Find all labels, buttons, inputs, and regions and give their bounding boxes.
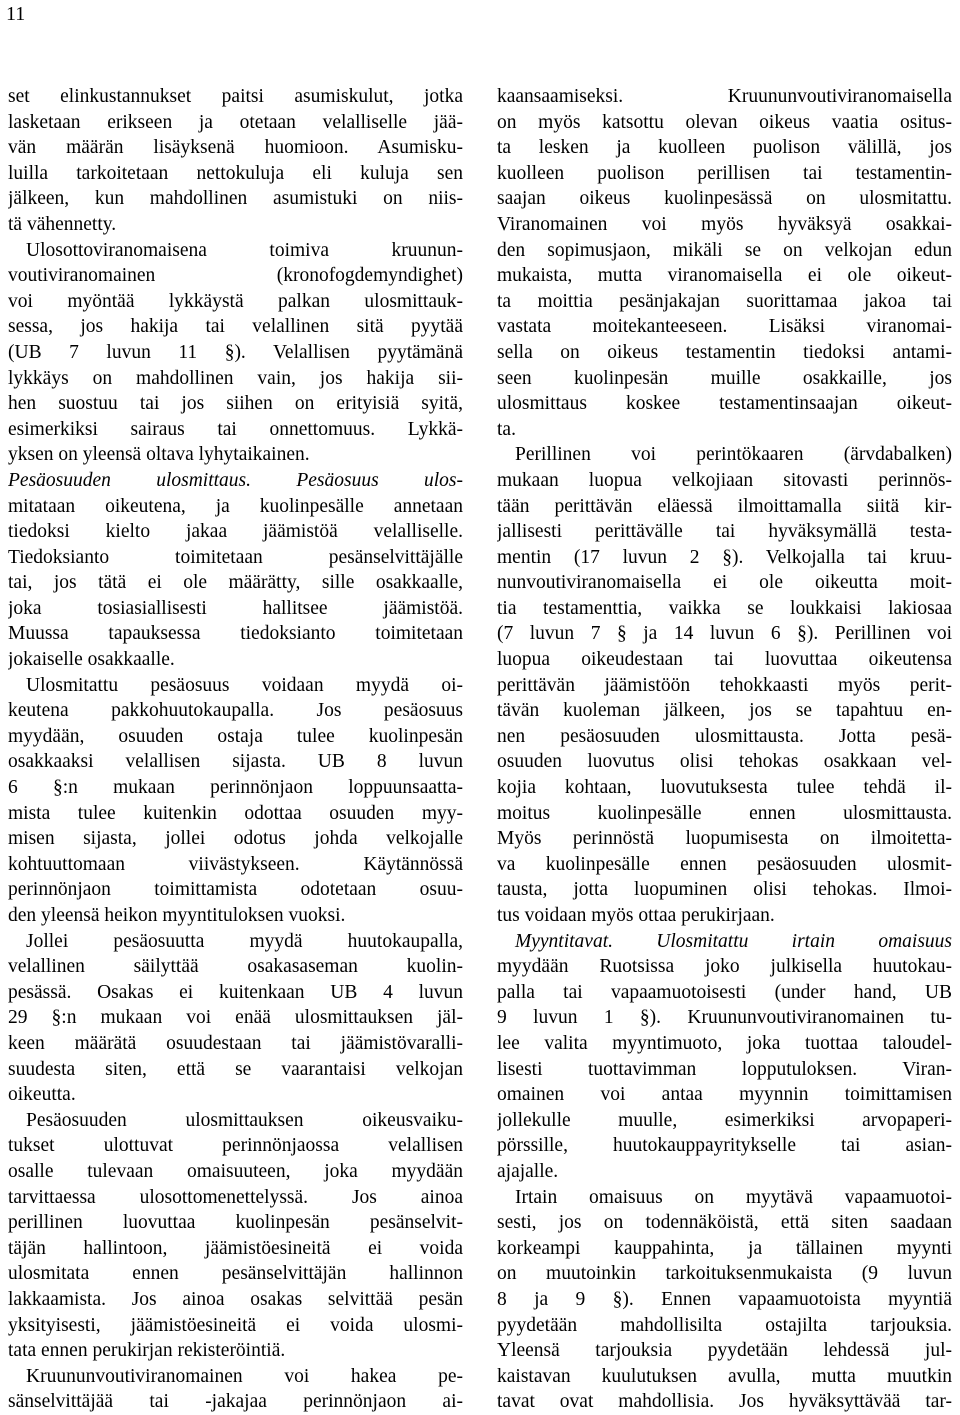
- text-line: mista tulee kuitenkin odottaa osuuden myy-: [8, 802, 463, 824]
- right-text-column: [497, 84, 952, 1415]
- text-line: 9 luvun 1 §). Kruununvoutiviranomainen tu-: [497, 1007, 952, 1029]
- text-line: on myös katsottu olevan oikeus vaatia ositus-: [497, 111, 952, 133]
- text-line: ta moittia pesänjakajan suorittamaa jakoa tai: [497, 290, 952, 312]
- text-line: misen sijasta, jollei odotus johda velkojalle: [8, 828, 463, 850]
- text-line: 8 ja 9 §). Ennen vapaamuotoista myyntiä: [497, 1288, 952, 1310]
- text-line: set elinkustannukset paitsi asumiskulut, jotka: [8, 86, 463, 107]
- text-line: Ulosottoviranomaisena toimiva kruunun-: [26, 239, 463, 261]
- text-line: velallinen säilyttää osakasaseman kuolin-: [8, 956, 463, 978]
- text-line: perittävän jäämistöön tehokkaasti myös perit-: [497, 674, 952, 696]
- text-line: mukaista, mutta viranomaisella ei ole oikeut-: [497, 265, 952, 287]
- text-line: yksen on yleensä oltava lyhytaikainen.: [8, 444, 310, 466]
- text-line: jokaiselle osakkaalle.: [8, 649, 175, 671]
- text-line: sesti, jos on todennäköistä, että siten saadaan: [497, 1212, 952, 1234]
- text-line: omainen voi antaa myynnin toimittamisen: [497, 1084, 952, 1106]
- text-line: sella on oikeus testamentin tiedoksi antami-: [497, 341, 952, 363]
- text-line: tia testamenttia, vaikka se loukkaisi lakiosaa: [497, 597, 952, 619]
- text-line: perillinen luovuttaa kuolinpesän pesänselvit-: [8, 1212, 463, 1234]
- text-line: seen kuolinpesän muille osakkaille, jos: [497, 367, 952, 389]
- text-line: sänselvittäjää tai -jakajaa perinnönjaon ai-: [8, 1391, 463, 1413]
- text-line: kojia kohtaan, luovutuksesta tulee tehdä il-: [497, 777, 952, 799]
- text-line: pyydetään mahdollisilta ostajilta tarjouksia.: [497, 1314, 952, 1336]
- section-heading-line: [497, 929, 952, 955]
- text-line: Tiedoksianto toimitetaan pesänselvittäjälle: [8, 546, 463, 568]
- text-line: tukset ulottuvat perinnönjaossa velallisen: [8, 1135, 463, 1157]
- text-line: nen pesäosuuden ulosmittausta. Jotta pesä-: [497, 725, 952, 747]
- text-line: (7 luvun 7 § ja 14 luvun 6 §). Perillinen voi: [497, 623, 952, 645]
- text-line: tävän kuoleman jälkeen, jos se tapahtuu en-: [497, 700, 952, 722]
- page-number: 11: [6, 3, 26, 25]
- text-line: lee valita myyntimuoto, joka tuottaa taloudel-: [497, 1032, 952, 1054]
- text-line: kaistavan kuulutuksen avulla, mutta muutkin: [497, 1365, 952, 1387]
- text-line: mukaan luopua velkojiaan sitovasti perinnös-: [497, 469, 952, 491]
- text-line: korkeampi kauppahinta, ja tällainen myynti: [497, 1237, 952, 1259]
- text-line: palla tai vapaamuotoisesti (under hand, UB: [497, 981, 952, 1003]
- text-line: lasketaan erikseen ja otetaan velalliselle jää-: [8, 111, 463, 133]
- text-line: ta lesken ja kuolleen puolison välillä, jos: [497, 137, 952, 159]
- text-line: Jollei pesäosuutta myydä huutokaupalla,: [26, 930, 463, 952]
- text-line: tä vähennetty.: [8, 213, 117, 235]
- text-line: osalle tulevaan omaisuuteen, joka myydään: [8, 1160, 463, 1182]
- text-line: tata ennen perukirjan rekisteröintiä.: [8, 1340, 286, 1362]
- text-line: lykkäys on mahdollinen vain, jos hakija sii-: [8, 367, 463, 389]
- text-line: ulosmittaus koskee testamentinsaajan oikeut-: [497, 393, 952, 415]
- text-line: Irtain omaisuus on myytävä vapaamuotoi-: [515, 1186, 952, 1208]
- text-line: moitus kuolinpesälle ennen ulosmittausta.: [497, 802, 952, 824]
- text-line: keutena pakkohuutokaupalla. Jos pesäosuus: [8, 700, 463, 722]
- text-line: Pesäosuuden ulosmittauksen oikeusvaiku-: [26, 1109, 463, 1131]
- text-line: kuolleen puolison perillisen tai testamentin-: [497, 162, 952, 184]
- text-line: Kruununvoutiviranomainen voi hakea pe-: [26, 1365, 463, 1387]
- text-line: hen suostuu tai jos siihen on erityisiä syitä,: [8, 393, 463, 415]
- text-line: täjän hallintoon, jäämistöesineitä ei voida: [8, 1237, 463, 1259]
- text-line: voi myöntää lykkäystä palkan ulosmittauk-: [8, 290, 463, 312]
- text-line: (UB 7 luvun 11 §). Velallisen pyytämänä: [8, 341, 463, 363]
- text-line: osakkaaksi velallisen sijasta. UB 8 luvun: [8, 751, 463, 773]
- text-line: Ulosmitattu pesäosuus voidaan myydä oi-: [26, 674, 463, 696]
- text-line: tus voidaan myös ottaa perukirjaan.: [497, 905, 775, 926]
- text-line: 29 §:n mukaan voi enää ulosmittauksen jäl-: [8, 1007, 463, 1029]
- text-line: esimerkiksi sairaus tai onnettomuus. Lykkä-: [8, 418, 463, 440]
- text-line: vastata moitekanteeseen. Lisäksi viranomai-: [497, 316, 952, 338]
- text-line: pesässä. Osakas ei kuitenkaan UB 4 luvun: [8, 981, 463, 1003]
- text-line: myydään, osuuden ostaja tulee kuolinpesän: [8, 725, 463, 747]
- text-line: on muutoinkin tarkoituksenmukaista (9 luvun: [497, 1263, 952, 1285]
- text-line: luilla tarkoitetaan nettokuluja eli kuluja sen: [8, 162, 463, 184]
- text-line: saajan oikeus kuolinpesässä on ulosmitattu.: [497, 188, 952, 210]
- left-text-column: [8, 84, 463, 1415]
- text-line: voutiviranomainen (kronofogdemyndighet): [8, 265, 463, 287]
- text-line: kohtuuttomaan viivästykseen. Käytännössä: [8, 853, 463, 875]
- text-line: tai, jos tätä ei ole määrätty, sille osakkaalle,: [8, 572, 463, 594]
- text-line: tavat ovat mahdollisia. Jos hyväksyttävää tar-: [497, 1391, 952, 1413]
- text-line: myydään Ruotsissa joko julkisella huutokau-: [497, 956, 952, 978]
- text-line: lakkaamista. Jos ainoa osakas selvittää pesän: [8, 1288, 463, 1310]
- text-line: keen määrätä osuudestaan tai jäämistövaralli-: [8, 1032, 463, 1054]
- text-line: luopua oikeudestaan tai luovuttaa oikeutensa: [497, 649, 952, 671]
- text-line: tarvittaessa ulosottomenettelyssä. Jos ainoa: [8, 1186, 463, 1208]
- text-line: suudesta siten, että se vaarantaisi velkojan: [8, 1058, 463, 1080]
- text-line: ulosmitata ennen pesänselvittäjän hallinnon: [8, 1263, 463, 1285]
- text-line: Yleensä tarjouksia pyydetään lehdessä jul-: [497, 1340, 952, 1362]
- text-line: tiedoksi kielto jakaa jäämistöä velalliselle.: [8, 521, 463, 543]
- text-line: ajajalle.: [497, 1160, 559, 1182]
- text-line: tään perittävän eläessä ilmoittamalla siitä kir-: [497, 495, 952, 517]
- text-line: tausta, jotta luopuminen olisi tehokas. Ilmoi-: [497, 879, 952, 901]
- text-line: vän määrän lisäyksenä huomioon. Asumisku-: [8, 137, 463, 159]
- text-line: sessa, jos hakija tai velallinen sitä pyytää: [8, 316, 463, 338]
- text-line: jollekulle muulle, esimerkiksi arvopaperi-: [497, 1109, 952, 1131]
- text-line: oikeutta.: [8, 1084, 76, 1106]
- text-line: den sopimusjaon, mikäli se on velkojan edun: [497, 239, 952, 261]
- text-line: Perillinen voi perintökaaren (ärvdabalken): [515, 444, 952, 466]
- text-line: yksityisesti, jäämistöesineitä ei voida ulosmi-: [8, 1314, 463, 1336]
- text-line: ta.: [497, 418, 516, 440]
- text-line: den yleensä heikon myyntituloksen vuoksi.: [8, 905, 346, 926]
- text-line: perinnönjaon toimittamista odotetaan osuu-: [8, 879, 463, 901]
- text-line: osuuden luovutus olisi tehokas osakkaan vel-: [497, 751, 952, 773]
- text-line: joka tosiasiallisesti hallitsee jäämistöä.: [8, 597, 463, 619]
- text-line: Myös perinnöstä luopumisesta on ilmoitetta-: [497, 828, 952, 850]
- text-line: jallisesti perittävälle tai hyväksymällä testa-: [497, 521, 952, 543]
- text-line: mitataan oikeutena, ja kuolinpesälle annetaan: [8, 495, 463, 517]
- text-line: lisesti tuottavimman lopputuloksen. Viran-: [497, 1058, 952, 1080]
- section-heading-myyntitavat: Myyntitavat. Ulosmitattu irtain omaisuus: [515, 930, 952, 952]
- section-heading-line: [8, 468, 463, 494]
- text-line: jälkeen, kun mahdollinen asumistuki on niis-: [8, 188, 463, 210]
- text-line: 6 §:n mukaan perinnönjaon loppuunsaatta-: [8, 777, 463, 799]
- text-line: kaansaamiseksi. Kruununvoutiviranomaisella: [497, 86, 952, 107]
- text-line: pörssille, huutokauppayritykselle tai asian-: [497, 1135, 952, 1157]
- text-line: nunvoutiviranomaisella ei ole oikeutta moit-: [497, 572, 952, 594]
- text-line: Muussa tapauksessa tiedoksianto toimitetaan: [8, 623, 463, 645]
- text-line: Viranomainen voi myös hyväksyä osakkai-: [497, 213, 952, 235]
- section-heading-pesaosuuden: Pesäosuuden ulosmittaus. Pesäosuus ulos-: [8, 469, 463, 491]
- text-line: va kuolinpesälle ennen pesäosuuden ulosmit-: [497, 853, 952, 875]
- text-line: mentin (17 luvun 2 §). Velkojalla tai kruu-: [497, 546, 952, 568]
